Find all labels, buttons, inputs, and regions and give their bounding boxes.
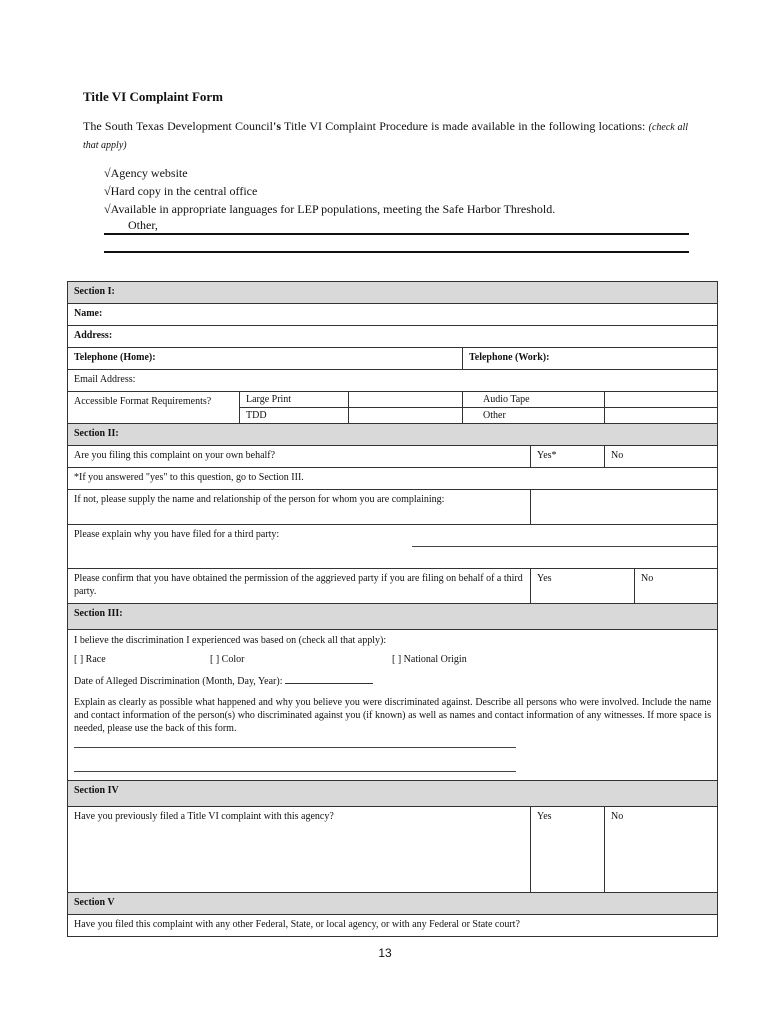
third-party-name-field[interactable] xyxy=(531,490,718,525)
intro-text-c: Title VI Complaint Procedure is made available in the following locations: xyxy=(281,119,646,133)
accessible-format-label: Accessible Format Requirements? xyxy=(68,392,240,424)
explain-third-party-line[interactable] xyxy=(412,546,717,547)
name-field[interactable]: Name: xyxy=(68,304,718,326)
basis-question: I believe the discrimination I experienced was based on (check all that apply): xyxy=(74,635,387,646)
date-row xyxy=(74,673,711,688)
own-behalf-question: Are you filing this complaint on your own behalf? xyxy=(68,446,531,468)
explain-line-2[interactable] xyxy=(74,771,516,772)
intro-text-b: 's xyxy=(272,119,281,133)
location-item xyxy=(104,184,257,199)
address-field[interactable]: Address: xyxy=(68,326,718,348)
telephone-home-field[interactable]: Telephone (Home): xyxy=(68,348,463,370)
audio-tape-label: Audio Tape xyxy=(463,392,605,408)
page-number: 13 xyxy=(378,946,392,960)
location-item xyxy=(104,202,555,217)
other-location-label: Other, xyxy=(128,218,158,232)
other-fill-line-2[interactable] xyxy=(104,251,689,253)
third-party-name-question: If not, please supply the name and relationship of the person for whom you are complaining: xyxy=(68,490,531,525)
intro-paragraph xyxy=(83,118,688,154)
audio-tape-checkbox[interactable] xyxy=(605,392,718,408)
location-label: Available in appropriate languages for LEP populations, meeting the Safe Harbor Threshold. xyxy=(110,202,556,216)
location-item xyxy=(104,166,188,181)
explain-third-party-label: Please explain why you have filed for a third party: xyxy=(74,529,280,540)
previous-complaint-yes[interactable]: Yes xyxy=(531,807,605,893)
location-label: Agency website xyxy=(110,166,188,180)
section-2-heading: Section II: xyxy=(68,424,718,446)
explain-line-1[interactable] xyxy=(74,747,516,748)
other-agency-question: Have you filed this complaint with any other Federal, State, or local agency, or with any Federal or State court? xyxy=(68,915,718,937)
basis-options xyxy=(74,653,711,667)
check-mark-icon: √ xyxy=(104,166,111,180)
explain-text: Explain as clearly as possible what happened and why you believe you were discriminated against. Describe all persons who were involved. Include the name and contact information of the person(s) who discriminated against you (if known) as well as names and contact information of any witnesses. If more space is needed, please use the back of this form. xyxy=(74,697,712,734)
section-5-heading: Section V xyxy=(68,893,718,915)
confirm-permission-yes[interactable]: Yes xyxy=(531,569,635,604)
other-format-checkbox[interactable] xyxy=(605,408,718,424)
check-mark-icon: √ xyxy=(104,202,111,216)
race-checkbox[interactable]: [ ] Race xyxy=(74,654,106,665)
section-3-heading: Section III: xyxy=(68,604,718,630)
date-field[interactable] xyxy=(285,673,373,684)
other-fill-line-1[interactable] xyxy=(104,233,689,235)
tdd-checkbox[interactable] xyxy=(349,408,463,424)
explain-third-party-row xyxy=(68,525,718,569)
color-checkbox[interactable]: [ ] Color xyxy=(210,654,245,665)
date-label: Date of Alleged Discrimination (Month, Day, Year): xyxy=(74,676,283,687)
national-origin-checkbox[interactable]: [ ] National Origin xyxy=(392,654,467,665)
other-format-label: Other xyxy=(463,408,605,424)
confirm-permission-no[interactable]: No xyxy=(635,569,718,604)
complaint-form-table xyxy=(67,281,718,937)
previous-complaint-no[interactable]: No xyxy=(605,807,718,893)
large-print-checkbox[interactable] xyxy=(349,392,463,408)
check-mark-icon: √ xyxy=(104,184,111,198)
tdd-label: TDD xyxy=(240,408,349,424)
location-label: Hard copy in the central office xyxy=(110,184,258,198)
form-title: Title VI Complaint Form xyxy=(83,89,223,104)
section-1-heading: Section I: xyxy=(68,282,718,304)
email-field[interactable]: Email Address: xyxy=(68,370,718,392)
intro-note: (check all that apply) xyxy=(83,122,689,151)
intro-text-a: The South Texas Development Council xyxy=(83,119,273,133)
own-behalf-no[interactable]: No xyxy=(605,446,718,468)
confirm-permission-question: Please confirm that you have obtained the permission of the aggrieved party if you are filing on behalf of a third party. xyxy=(68,569,531,604)
own-behalf-yes[interactable]: Yes* xyxy=(531,446,605,468)
large-print-label: Large Print xyxy=(240,392,349,408)
telephone-work-field[interactable]: Telephone (Work): xyxy=(463,348,718,370)
previous-complaint-question: Have you previously filed a Title VI complaint with this agency? xyxy=(68,807,531,893)
section-4-heading: Section IV xyxy=(68,781,718,807)
section-3-body xyxy=(68,630,718,781)
if-yes-note: *If you answered "yes" to this question, go to Section III. xyxy=(68,468,718,490)
